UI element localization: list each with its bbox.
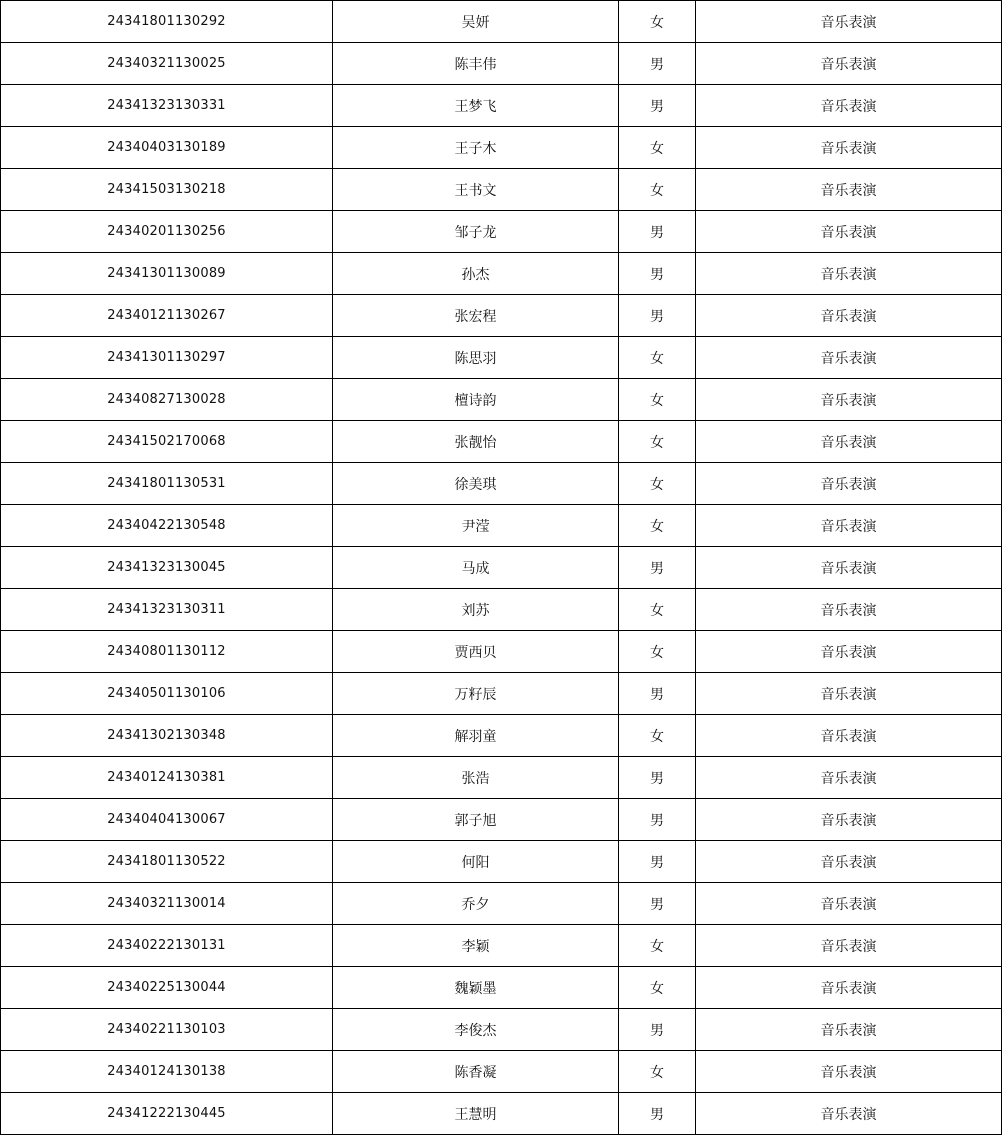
student-name-cell: 刘苏 <box>333 589 619 631</box>
table-row <box>1 85 1002 127</box>
exam-id-cell: 24340422130548 <box>1 505 333 547</box>
major-cell: 音乐表演 <box>696 841 1002 883</box>
exam-id-cell: 24341301130089 <box>1 253 333 295</box>
gender-cell: 女 <box>619 715 696 757</box>
major-cell: 音乐表演 <box>696 1051 1002 1093</box>
student-name-cell: 魏颖墨 <box>333 967 619 1009</box>
exam-id-cell: 24341323130331 <box>1 85 333 127</box>
major-cell: 音乐表演 <box>696 1009 1002 1051</box>
major-cell: 音乐表演 <box>696 925 1002 967</box>
table-row <box>1 295 1002 337</box>
exam-id-cell: 24340403130189 <box>1 127 333 169</box>
exam-id-cell: 24340827130028 <box>1 379 333 421</box>
gender-cell: 男 <box>619 43 696 85</box>
exam-id-cell: 24340222130131 <box>1 925 333 967</box>
exam-id-cell: 24340321130025 <box>1 43 333 85</box>
gender-cell: 女 <box>619 379 696 421</box>
exam-id-cell: 24341801130531 <box>1 463 333 505</box>
major-cell: 音乐表演 <box>696 883 1002 925</box>
student-name-cell: 解羽童 <box>333 715 619 757</box>
student-name-cell: 马成 <box>333 547 619 589</box>
student-name-cell: 陈思羽 <box>333 337 619 379</box>
table-row <box>1 127 1002 169</box>
table-row <box>1 1009 1002 1051</box>
table-row <box>1 589 1002 631</box>
exam-id-cell: 24341503130218 <box>1 169 333 211</box>
student-name-cell: 贾西贝 <box>333 631 619 673</box>
exam-id-cell: 24340801130112 <box>1 631 333 673</box>
exam-id-cell: 24341502170068 <box>1 421 333 463</box>
student-name-cell: 张靓怡 <box>333 421 619 463</box>
major-cell: 音乐表演 <box>696 169 1002 211</box>
exam-id-cell: 24341801130522 <box>1 841 333 883</box>
gender-cell: 女 <box>619 589 696 631</box>
table-row <box>1 253 1002 295</box>
table-row <box>1 379 1002 421</box>
gender-cell: 男 <box>619 841 696 883</box>
major-cell: 音乐表演 <box>696 85 1002 127</box>
roster-body <box>1 1 1002 1135</box>
table-row <box>1 757 1002 799</box>
student-name-cell: 王梦飞 <box>333 85 619 127</box>
major-cell: 音乐表演 <box>696 673 1002 715</box>
major-cell: 音乐表演 <box>696 505 1002 547</box>
exam-id-cell: 24340404130067 <box>1 799 333 841</box>
gender-cell: 女 <box>619 127 696 169</box>
student-name-cell: 陈丰伟 <box>333 43 619 85</box>
exam-id-cell: 24341302130348 <box>1 715 333 757</box>
major-cell: 音乐表演 <box>696 547 1002 589</box>
exam-id-cell: 24340121130267 <box>1 295 333 337</box>
gender-cell: 女 <box>619 925 696 967</box>
gender-cell: 男 <box>619 295 696 337</box>
table-row <box>1 967 1002 1009</box>
table-row <box>1 211 1002 253</box>
major-cell: 音乐表演 <box>696 379 1002 421</box>
gender-cell: 女 <box>619 463 696 505</box>
table-row <box>1 883 1002 925</box>
gender-cell: 女 <box>619 337 696 379</box>
student-name-cell: 孙杰 <box>333 253 619 295</box>
major-cell: 音乐表演 <box>696 253 1002 295</box>
major-cell: 音乐表演 <box>696 799 1002 841</box>
table-row <box>1 1051 1002 1093</box>
exam-id-cell: 24341301130297 <box>1 337 333 379</box>
gender-cell: 女 <box>619 169 696 211</box>
exam-id-cell: 24341222130445 <box>1 1093 333 1135</box>
gender-cell: 男 <box>619 757 696 799</box>
student-name-cell: 王书文 <box>333 169 619 211</box>
major-cell: 音乐表演 <box>696 589 1002 631</box>
gender-cell: 女 <box>619 1 696 43</box>
table-row <box>1 841 1002 883</box>
table-row <box>1 505 1002 547</box>
exam-id-cell: 24340124130381 <box>1 757 333 799</box>
student-name-cell: 何阳 <box>333 841 619 883</box>
gender-cell: 女 <box>619 967 696 1009</box>
gender-cell: 男 <box>619 547 696 589</box>
gender-cell: 女 <box>619 631 696 673</box>
gender-cell: 女 <box>619 421 696 463</box>
major-cell: 音乐表演 <box>696 757 1002 799</box>
student-name-cell: 王子木 <box>333 127 619 169</box>
gender-cell: 男 <box>619 1093 696 1135</box>
gender-cell: 男 <box>619 883 696 925</box>
student-name-cell: 檀诗韵 <box>333 379 619 421</box>
table-row <box>1 337 1002 379</box>
table-row <box>1 463 1002 505</box>
gender-cell: 男 <box>619 253 696 295</box>
exam-id-cell: 24340321130014 <box>1 883 333 925</box>
exam-id-cell: 24341801130292 <box>1 1 333 43</box>
student-name-cell: 李俊杰 <box>333 1009 619 1051</box>
student-name-cell: 邹子龙 <box>333 211 619 253</box>
gender-cell: 男 <box>619 799 696 841</box>
major-cell: 音乐表演 <box>696 1 1002 43</box>
major-cell: 音乐表演 <box>696 295 1002 337</box>
gender-cell: 男 <box>619 1009 696 1051</box>
table-row <box>1 43 1002 85</box>
table-row <box>1 421 1002 463</box>
major-cell: 音乐表演 <box>696 715 1002 757</box>
major-cell: 音乐表演 <box>696 1093 1002 1135</box>
major-cell: 音乐表演 <box>696 337 1002 379</box>
exam-id-cell: 24340124130138 <box>1 1051 333 1093</box>
gender-cell: 男 <box>619 673 696 715</box>
student-name-cell: 万籽辰 <box>333 673 619 715</box>
table-row <box>1 715 1002 757</box>
major-cell: 音乐表演 <box>696 211 1002 253</box>
major-cell: 音乐表演 <box>696 463 1002 505</box>
table-row <box>1 631 1002 673</box>
major-cell: 音乐表演 <box>696 967 1002 1009</box>
student-name-cell: 徐美琪 <box>333 463 619 505</box>
exam-id-cell: 24340221130103 <box>1 1009 333 1051</box>
exam-id-cell: 24340225130044 <box>1 967 333 1009</box>
table-row <box>1 673 1002 715</box>
exam-id-cell: 24341323130045 <box>1 547 333 589</box>
student-name-cell: 吴妍 <box>333 1 619 43</box>
major-cell: 音乐表演 <box>696 631 1002 673</box>
gender-cell: 女 <box>619 1051 696 1093</box>
student-name-cell: 张宏程 <box>333 295 619 337</box>
student-name-cell: 乔夕 <box>333 883 619 925</box>
gender-cell: 女 <box>619 505 696 547</box>
exam-id-cell: 24340201130256 <box>1 211 333 253</box>
student-name-cell: 尹滢 <box>333 505 619 547</box>
student-name-cell: 张浩 <box>333 757 619 799</box>
table-row <box>1 1093 1002 1135</box>
table-row <box>1 547 1002 589</box>
major-cell: 音乐表演 <box>696 421 1002 463</box>
table-row <box>1 925 1002 967</box>
table-row <box>1 1 1002 43</box>
student-name-cell: 郭子旭 <box>333 799 619 841</box>
gender-cell: 男 <box>619 85 696 127</box>
table-row <box>1 169 1002 211</box>
table-row <box>1 799 1002 841</box>
student-name-cell: 王慧明 <box>333 1093 619 1135</box>
major-cell: 音乐表演 <box>696 43 1002 85</box>
exam-id-cell: 24341323130311 <box>1 589 333 631</box>
student-name-cell: 陈香凝 <box>333 1051 619 1093</box>
student-name-cell: 李颖 <box>333 925 619 967</box>
gender-cell: 男 <box>619 211 696 253</box>
exam-id-cell: 24340501130106 <box>1 673 333 715</box>
major-cell: 音乐表演 <box>696 127 1002 169</box>
